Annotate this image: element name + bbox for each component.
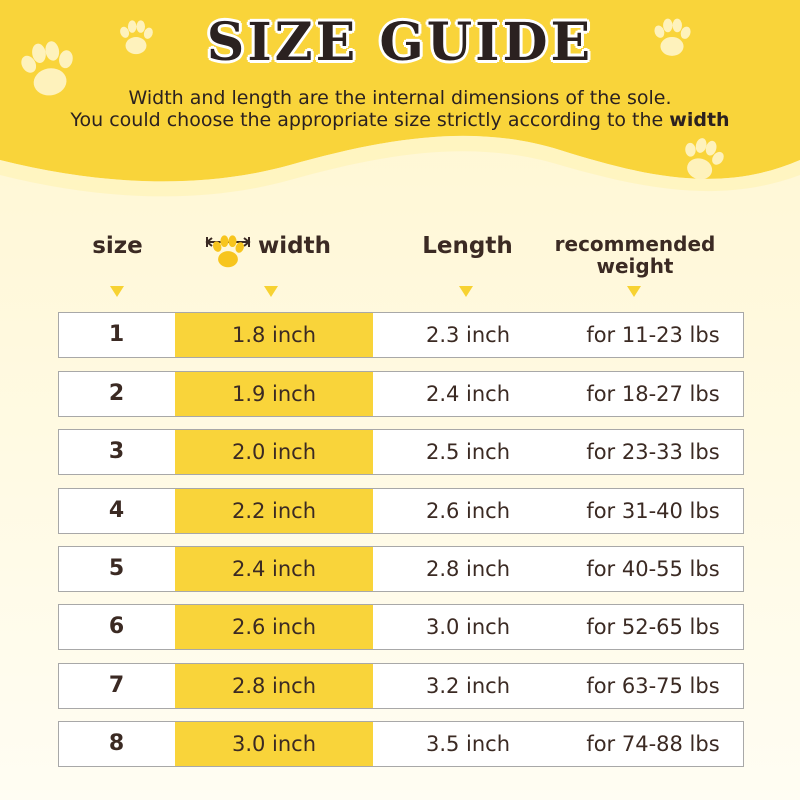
width-cell: 3.0 inch [175,722,373,766]
page-title: SIZE GUIDE [206,12,594,73]
subtitle-line-2-text: You could choose the appropriate size strictly according to the [70,109,670,131]
down-triangle-icon [459,286,473,297]
weight-cell: for 74-88 lbs [586,732,720,756]
column-header-weight-line2: weight [596,254,674,278]
size-cell: 6 [108,614,125,639]
weight-cell: for 23-33 lbs [586,440,720,464]
size-cell: 1 [108,322,125,347]
table-row [58,488,744,534]
width-cell: 2.2 inch [175,489,373,533]
down-triangle-icon [627,286,641,297]
length-cell: 3.5 inch [425,732,511,756]
width-cell: 1.8 inch [175,313,373,357]
subtitle-line-2 [0,109,800,131]
table-row [58,371,744,417]
column-header-weight [540,233,730,277]
column-header-weight-line1: recommended [554,232,716,256]
table-row [58,663,744,709]
weight-cell: for 11-23 lbs [586,323,720,347]
length-cell: 2.6 inch [425,499,511,523]
subtitle-width-emphasis: width [669,109,730,131]
size-cell: 4 [108,498,125,523]
size-cell: 8 [108,731,125,756]
subtitle-line-1: Width and length are the internal dimensions of the sole. [128,87,672,109]
weight-cell: for 52-65 lbs [586,615,720,639]
table-row [58,604,744,650]
table-row [58,546,744,592]
width-arrow-icon [204,224,252,272]
length-cell: 3.0 inch [425,615,511,639]
column-header-width: width [258,233,331,259]
width-cell: 2.6 inch [175,605,373,649]
size-cell: 5 [108,556,125,581]
size-cell: 3 [108,439,125,464]
size-cell: 2 [108,381,125,406]
length-cell: 3.2 inch [425,674,511,698]
table-row [58,312,744,358]
weight-cell: for 40-55 lbs [586,557,720,581]
down-triangle-icon [110,286,124,297]
table-row [58,721,744,767]
width-cell: 1.9 inch [175,372,373,416]
length-cell: 2.8 inch [425,557,511,581]
column-header-size: size [92,233,143,259]
weight-cell: for 31-40 lbs [586,499,720,523]
length-cell: 2.5 inch [425,440,511,464]
weight-cell: for 63-75 lbs [586,674,720,698]
column-header-length: Length [422,233,513,259]
weight-cell: for 18-27 lbs [586,382,720,406]
width-cell: 2.0 inch [175,430,373,474]
table-row [58,429,744,475]
width-cell: 2.4 inch [175,547,373,591]
paw-print-icon [212,235,246,267]
length-cell: 2.3 inch [425,323,511,347]
down-triangle-icon [264,286,278,297]
size-cell: 7 [108,673,125,698]
width-cell: 2.8 inch [175,664,373,708]
length-cell: 2.4 inch [425,382,511,406]
